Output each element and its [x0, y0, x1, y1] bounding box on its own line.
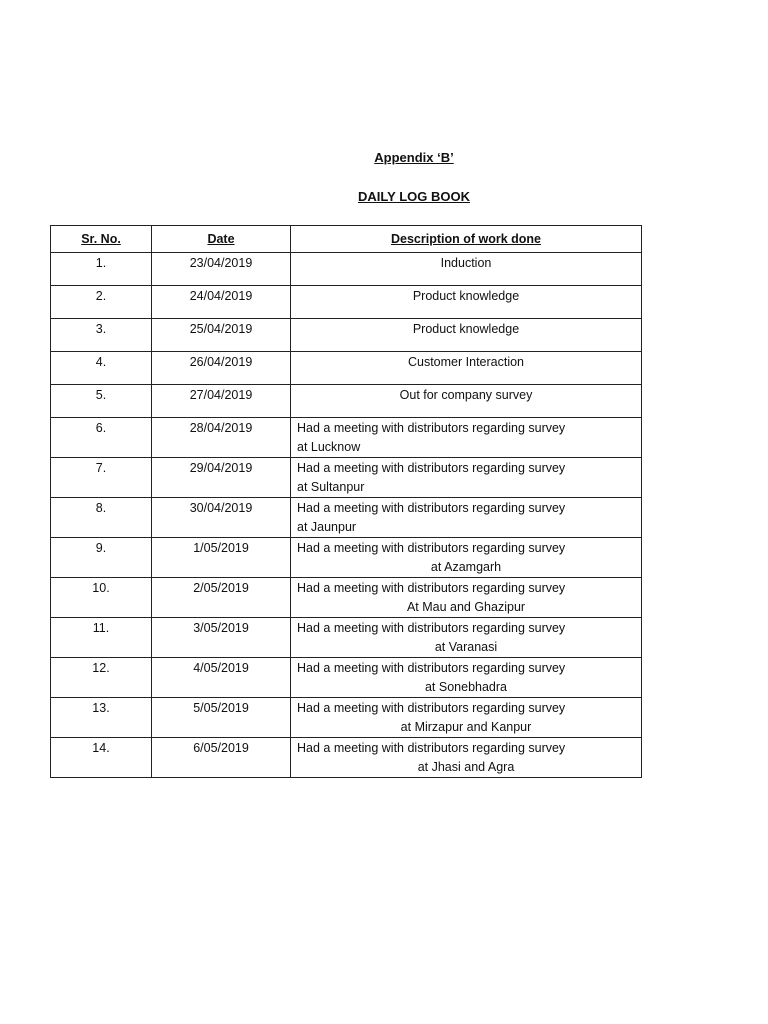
table-row	[51, 498, 642, 538]
description-line: Had a meeting with distributors regarding survey	[297, 421, 566, 435]
cell-description	[291, 618, 642, 658]
description-line: Product knowledge	[412, 322, 520, 336]
cell-description	[291, 538, 642, 578]
log-book-title: DAILY LOG BOOK	[358, 189, 470, 204]
cell-description	[291, 658, 642, 698]
cell-sr-no: 12.	[51, 658, 152, 698]
description-location: at Jhasi and Agra	[417, 760, 515, 774]
description-location: at Sultanpur	[297, 480, 365, 494]
cell-date: 27/04/2019	[152, 385, 291, 418]
table-row	[51, 418, 642, 458]
cell-description	[291, 253, 642, 286]
header-description: Description of work done	[291, 226, 642, 253]
cell-date: 25/04/2019	[152, 319, 291, 352]
description-line: Had a meeting with distributors regarding survey	[297, 701, 566, 715]
table-row	[51, 578, 642, 618]
description-line: Out for company survey	[399, 388, 533, 402]
description-line: Product knowledge	[412, 289, 520, 303]
table-row	[51, 618, 642, 658]
cell-sr-no: 8.	[51, 498, 152, 538]
appendix-title: Appendix ‘B’	[374, 150, 454, 165]
cell-description	[291, 286, 642, 319]
cell-description	[291, 319, 642, 352]
cell-description	[291, 698, 642, 738]
description-line: Had a meeting with distributors regarding survey	[297, 541, 566, 555]
description-line: Induction	[440, 256, 492, 270]
description-location: at Sonebhadra	[424, 680, 507, 694]
table-row	[51, 319, 642, 352]
cell-date: 3/05/2019	[152, 618, 291, 658]
table-row	[51, 385, 642, 418]
table-row	[51, 253, 642, 286]
description-line: Customer Interaction	[407, 355, 525, 369]
table-row	[51, 538, 642, 578]
cell-date: 24/04/2019	[152, 286, 291, 319]
table-row	[51, 458, 642, 498]
description-line: Had a meeting with distributors regarding survey	[297, 661, 566, 675]
cell-date: 6/05/2019	[152, 738, 291, 778]
description-line: Had a meeting with distributors regarding survey	[297, 501, 566, 515]
cell-sr-no: 11.	[51, 618, 152, 658]
cell-description	[291, 418, 642, 458]
description-location: at Mirzapur and Kanpur	[400, 720, 532, 734]
table-row	[51, 352, 642, 385]
cell-date: 26/04/2019	[152, 352, 291, 385]
description-line: Had a meeting with distributors regarding survey	[297, 581, 566, 595]
header-sr-no: Sr. No.	[51, 226, 152, 253]
cell-sr-no: 13.	[51, 698, 152, 738]
cell-sr-no: 3.	[51, 319, 152, 352]
description-line: Had a meeting with distributors regarding survey	[297, 621, 566, 635]
cell-sr-no: 6.	[51, 418, 152, 458]
cell-sr-no: 7.	[51, 458, 152, 498]
cell-description	[291, 352, 642, 385]
cell-sr-no: 2.	[51, 286, 152, 319]
cell-description	[291, 498, 642, 538]
cell-sr-no: 9.	[51, 538, 152, 578]
table-row	[51, 738, 642, 778]
daily-log-table	[50, 225, 642, 778]
table-row	[51, 658, 642, 698]
description-line: Had a meeting with distributors regarding survey	[297, 741, 566, 755]
cell-sr-no: 4.	[51, 352, 152, 385]
table-row	[51, 286, 642, 319]
description-line: Had a meeting with distributors regarding survey	[297, 461, 566, 475]
cell-sr-no: 10.	[51, 578, 152, 618]
cell-date: 29/04/2019	[152, 458, 291, 498]
cell-date: 1/05/2019	[152, 538, 291, 578]
cell-date: 2/05/2019	[152, 578, 291, 618]
cell-date: 5/05/2019	[152, 698, 291, 738]
header-date: Date	[152, 226, 291, 253]
description-location: at Azamgarh	[430, 560, 502, 574]
description-location: at Lucknow	[297, 440, 361, 454]
cell-sr-no: 14.	[51, 738, 152, 778]
description-location: at Jaunpur	[297, 520, 357, 534]
cell-description	[291, 578, 642, 618]
cell-date: 30/04/2019	[152, 498, 291, 538]
description-location: at Varanasi	[434, 640, 498, 654]
cell-description	[291, 385, 642, 418]
description-location: At Mau and Ghazipur	[406, 600, 526, 614]
cell-description	[291, 738, 642, 778]
table-row	[51, 698, 642, 738]
cell-sr-no: 5.	[51, 385, 152, 418]
cell-description	[291, 458, 642, 498]
cell-date: 28/04/2019	[152, 418, 291, 458]
table-header-row	[51, 226, 642, 253]
cell-date: 23/04/2019	[152, 253, 291, 286]
cell-date: 4/05/2019	[152, 658, 291, 698]
cell-sr-no: 1.	[51, 253, 152, 286]
